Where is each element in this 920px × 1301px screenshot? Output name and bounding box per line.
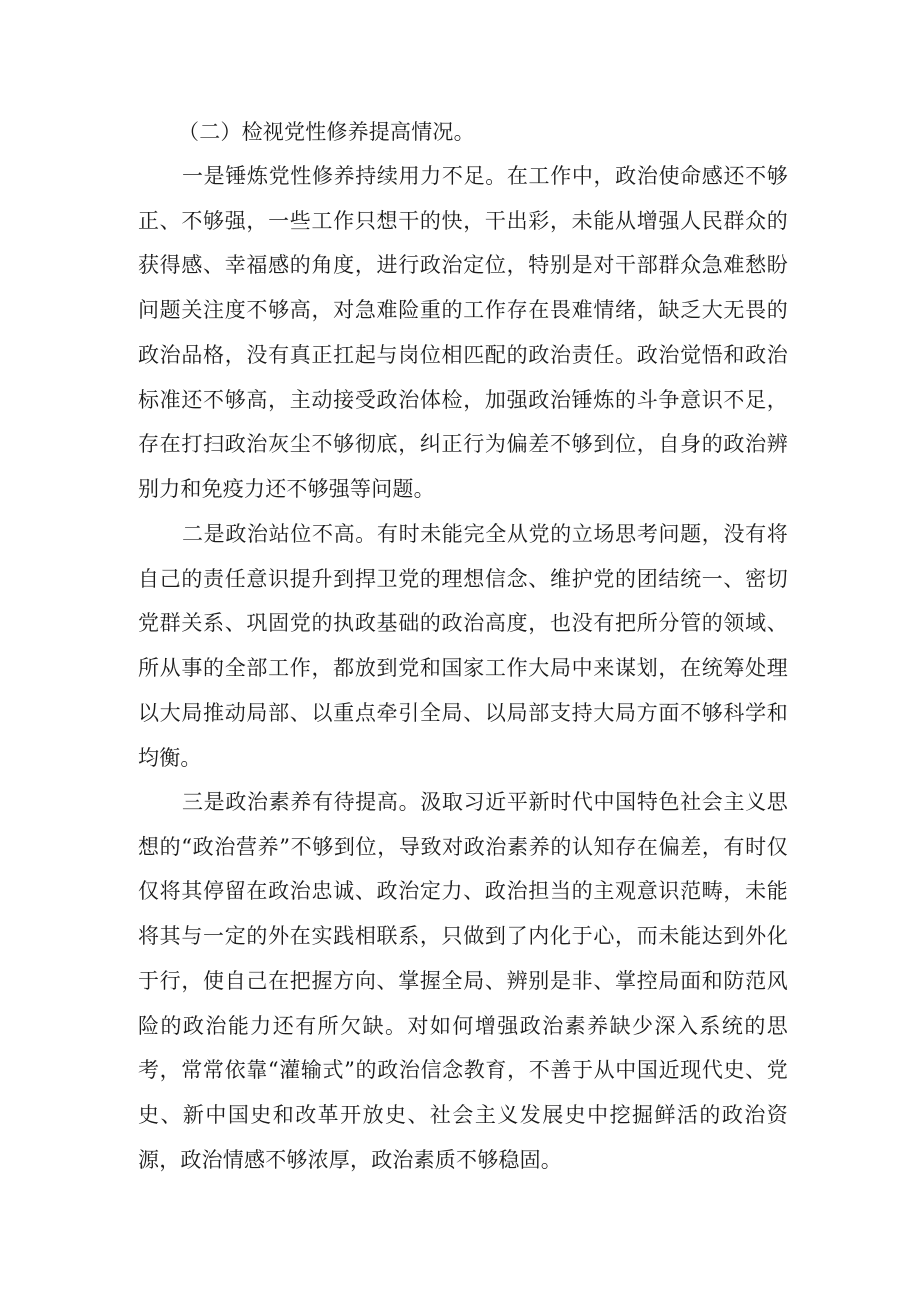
paragraph-2: 二是政治站位不高。有时未能完全从党的立场思考问题，没有将自己的责任意识提升到捍卫党的理想信念、维护党的团结统一、密切党群关系、巩固党的执政基础的政治高度，也没有把所分管的领域、所从事的全部工作，都放到党和国家工作大局中来谋划，在统筹处理以大局推动局部、以重点牵引全局、以局部支持大局方面不够科学和均衡。 xyxy=(138,522,788,770)
section-heading: （二）检视党性修养提高情况。 xyxy=(178,120,475,144)
paragraph-1: 一是锤炼党性修养持续用力不足。在工作中，政治使命感还不够正、不够强，一些工作只想干的快，干出彩，未能从增强人民群众的获得感、幸福感的角度，进行政治定位，特别是对干部群众急难愁盼问题关注度不够高，对急难险重的工作存在畏难情绪，缺乏大无畏的政治品格，没有真正扛起与岗位相匹配的政治责任。政治觉悟和政治标准还不够高，主动接受政治体检，加强政治锤炼的斗争意识不足，存在打扫政治灰尘不够彻底，纠正行为偏差不够到位，自身的政治辨别力和免疫力还不够强等问题。 xyxy=(138,164,788,501)
paragraph-3: 三是政治素养有待提高。汲取习近平新时代中国特色社会主义思想的“政治营养”不够到位，导致对政治素养的认知存在偏差，有时仅仅将其停留在政治忠诚、政治定力、政治担当的主观意识范畴，未能将其与一定的外在实践相联系，只做到了内化于心，而未能达到外化于行，使自己在把握方向、掌握全局、辨别是非、掌控局面和防范风险的政治能力还有所欠缺。对如何增强政治素养缺少深入系统的思考，常常依靠“灌输式”的政治信念教育，不善于从中国近现代史、党史、新中国史和改革开放史、社会主义发展史中挖掘鲜活的政治资源，政治情感不够浓厚，政治素质不够稳固。 xyxy=(138,790,788,1172)
